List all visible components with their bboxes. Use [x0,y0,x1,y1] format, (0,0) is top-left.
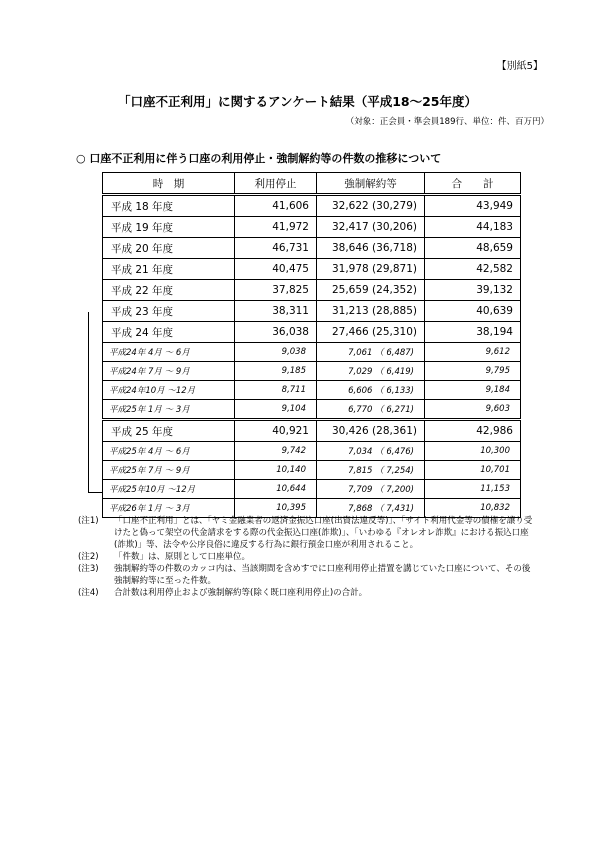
quarter-stop: 10,644 [235,480,317,499]
row-period: 平成 24 年度 [103,322,235,343]
row-cancel: 32,417 (30,206) [317,217,425,238]
quarter-row [103,362,521,381]
row-period: 平成 21 年度 [103,259,235,280]
footnote [78,551,538,563]
row-stop: 46,731 [235,238,317,259]
quarter-total: 10,832 [425,499,521,518]
row-total: 42,582 [425,259,521,280]
quarter-row [103,480,521,499]
quarter-stop: 10,140 [235,461,317,480]
row-stop: 37,825 [235,280,317,301]
quarter-cancel: 6,606 （ 6,133) [317,381,425,400]
quarter-stop: 9,185 [235,362,317,381]
row-cancel: 25,659 (24,352) [317,280,425,301]
row-total: 40,639 [425,301,521,322]
footnote-text: 「口座不正利用」とは、「ヤミ金融業者の返済金振込口座(出資法違反等)」、「サイト利用代金等の債権を譲り受けたと偽って架空の代金請求をする際の代金振込口座(詐欺)」、「いわゆる『オレオレ詐欺』における振込口座(詐欺)」等、法令や公序良俗に違反する行為に銀行預金口座が利用されること。 [114,516,533,550]
row-period: 平成 20 年度 [103,238,235,259]
row-total: 43,949 [425,195,521,217]
quarter-total: 11,153 [425,480,521,499]
row-cancel: 27,466 (25,310) [317,322,425,343]
footnote-label: (注3) [78,564,99,574]
footnote [78,587,538,599]
quarter-row [103,381,521,400]
footnote-label: (注1) [78,516,99,526]
header-period: 時 期 [103,173,235,195]
quarter-bracket-line [88,312,103,493]
quarter-period: 平成25年 7月 ～ 9月 [103,461,235,480]
quarter-period: 平成24年 7月 ～ 9月 [103,362,235,381]
survey-scope-note: （対象：正会員・準会員189行、単位：件、百万円） [345,117,549,127]
footnote [78,515,538,551]
row-cancel: 30,426 (28,361) [317,420,425,442]
quarter-total: 10,300 [425,442,521,461]
table-row [103,259,521,280]
row-total: 38,194 [425,322,521,343]
row-cancel: 38,646 (36,718) [317,238,425,259]
quarter-period: 平成25年10月 ～12月 [103,480,235,499]
row-stop: 40,921 [235,420,317,442]
table-row [103,420,521,442]
footnote-text: 強制解約等の件数のカッコ内は、当該期間を含めすでに口座利用停止措置を講じていた口座について、その後強制解約等に至った件数。 [114,564,531,586]
quarter-total: 9,603 [425,400,521,420]
quarter-stop: 10,395 [235,499,317,518]
footnotes [78,515,538,599]
table-row [103,301,521,322]
quarter-row [103,400,521,420]
quarter-cancel: 7,034 （ 6,476) [317,442,425,461]
footnote-label: (注2) [78,552,99,562]
row-stop: 38,311 [235,301,317,322]
quarter-cancel: 7,061 （ 6,487) [317,343,425,362]
quarter-row [103,461,521,480]
table-header-row [103,173,521,195]
quarter-stop: 9,038 [235,343,317,362]
row-period: 平成 19 年度 [103,217,235,238]
attachment-tag: 【別紙5】 [496,61,543,72]
row-stop: 41,606 [235,195,317,217]
row-stop: 41,972 [235,217,317,238]
header-stop: 利用停止 [235,173,317,195]
row-total: 39,132 [425,280,521,301]
quarter-period: 平成25年 4月 ～ 6月 [103,442,235,461]
quarter-total: 9,184 [425,381,521,400]
row-cancel: 31,213 (28,885) [317,301,425,322]
row-period: 平成 23 年度 [103,301,235,322]
row-total: 48,659 [425,238,521,259]
table-row [103,238,521,259]
quarter-period: 平成26年 1月 ～ 3月 [103,499,235,518]
row-period: 平成 18 年度 [103,195,235,217]
footnote [78,563,538,587]
quarter-cancel: 7,029 （ 6,419) [317,362,425,381]
row-cancel: 32,622 (30,279) [317,195,425,217]
quarter-total: 9,795 [425,362,521,381]
quarter-row [103,343,521,362]
section-title: ○ 口座不正利用に伴う口座の利用停止・強制解約等の件数の推移について [76,152,442,165]
row-total: 44,183 [425,217,521,238]
row-period: 平成 22 年度 [103,280,235,301]
account-suspension-table [102,172,521,518]
row-stop: 40,475 [235,259,317,280]
table-row [103,322,521,343]
footnote-text: 合計数は利用停止および強制解約等(除く既口座利用停止)の合計。 [114,588,368,598]
quarter-cancel: 7,709 （ 7,200) [317,480,425,499]
table-row [103,195,521,217]
quarter-stop: 9,104 [235,400,317,420]
quarter-cancel: 6,770 （ 6,271) [317,400,425,420]
row-cancel: 31,978 (29,871) [317,259,425,280]
quarter-period: 平成25年 1月 ～ 3月 [103,400,235,420]
quarter-stop: 8,711 [235,381,317,400]
row-total: 42,986 [425,420,521,442]
footnote-text: 「件数」は、原則として口座単位。 [114,552,251,562]
quarter-stop: 9,742 [235,442,317,461]
table-row [103,280,521,301]
table-row [103,217,521,238]
quarter-cancel: 7,868 （ 7,431) [317,499,425,518]
quarter-period: 平成24年 4月 ～ 6月 [103,343,235,362]
quarter-period: 平成24年10月 ～12月 [103,381,235,400]
footnote-label: (注4) [78,588,99,598]
quarter-cancel: 7,815 （ 7,254) [317,461,425,480]
quarter-total: 9,612 [425,343,521,362]
row-stop: 36,038 [235,322,317,343]
header-total: 合 計 [425,173,521,195]
header-cancel: 強制解約等 [317,173,425,195]
quarter-row [103,442,521,461]
row-period: 平成 25 年度 [103,420,235,442]
quarter-total: 10,701 [425,461,521,480]
page-title: 「口座不正利用」に関するアンケート結果（平成18～25年度） [117,94,478,109]
